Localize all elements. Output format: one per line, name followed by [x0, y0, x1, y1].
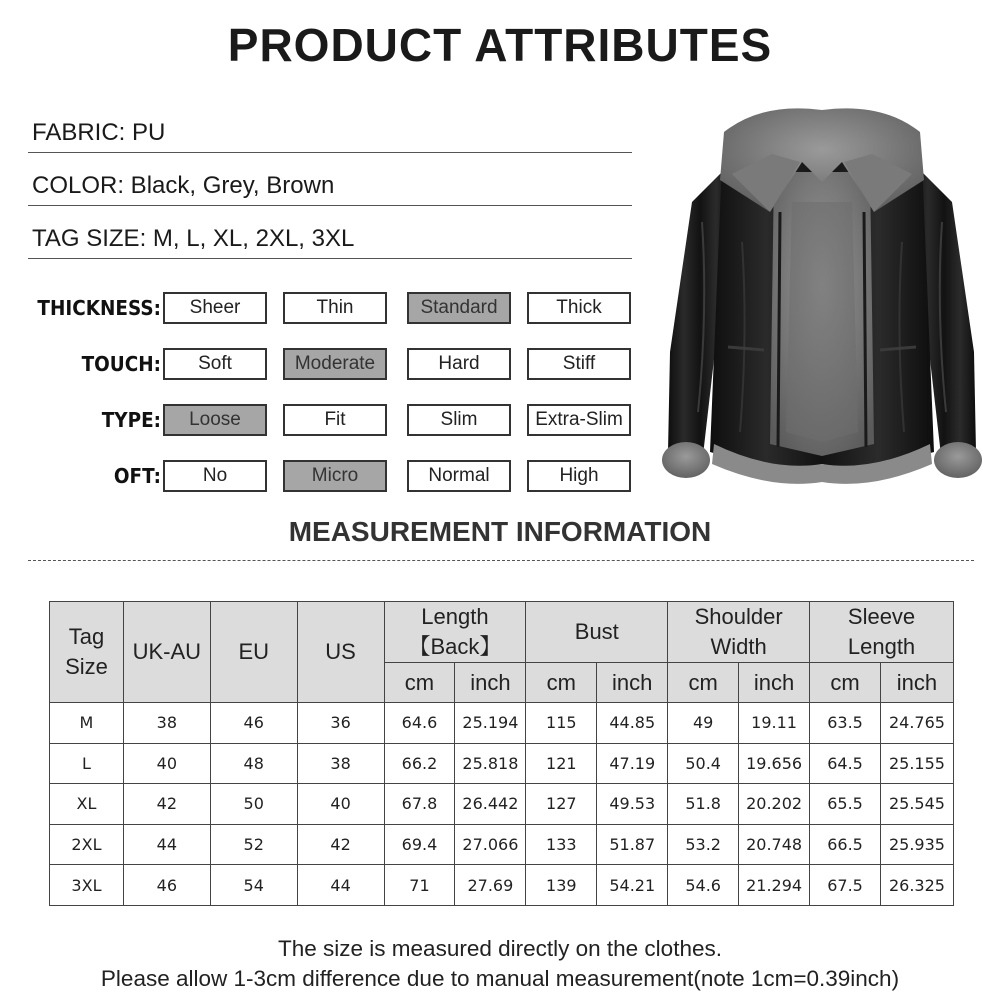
- table-cell: 67.5: [810, 865, 881, 906]
- table-cell: 25.935: [880, 824, 953, 865]
- table-cell: 25.545: [880, 784, 953, 825]
- measurement-note: The size is measured directly on the clothes.: [278, 936, 722, 961]
- table-cell: 25.155: [880, 743, 953, 784]
- table-cell: 26.325: [880, 865, 953, 906]
- header-length-line2: 【Back】: [408, 634, 502, 659]
- table-cell: 49: [668, 703, 739, 744]
- table-cell: 64.5: [810, 743, 881, 784]
- table-cell: 24.765: [880, 703, 953, 744]
- header-bust: Bust: [526, 602, 668, 663]
- tag-size-attribute: TAG SIZE: M, L, XL, 2XL, 3XL: [28, 219, 632, 259]
- rating-option: No: [163, 460, 267, 492]
- table-cell: 121: [526, 743, 597, 784]
- unit-header: inch: [739, 663, 810, 703]
- table-cell: 69.4: [384, 824, 455, 865]
- table-cell: 40: [123, 743, 210, 784]
- table-cell: 66.2: [384, 743, 455, 784]
- table-cell: 27.69: [455, 865, 526, 906]
- rating-row: [20, 292, 640, 324]
- fabric-attribute: FABRIC: PU: [28, 113, 632, 153]
- rating-option: Sheer: [163, 292, 267, 324]
- unit-header: cm: [810, 663, 881, 703]
- table-cell: 127: [526, 784, 597, 825]
- rating-label: OFT:: [113, 464, 161, 488]
- dashed-divider: [28, 560, 974, 561]
- rating-option: Stiff: [527, 348, 631, 380]
- header-shoulder-line1: Shoulder: [694, 604, 783, 629]
- table-cell: 46: [123, 865, 210, 906]
- table-row: [50, 703, 954, 744]
- jacket-product-image: [662, 92, 982, 500]
- header-tag-size-line2: Size: [65, 654, 108, 679]
- table-cell: 46: [210, 703, 297, 744]
- header-uk-au: UK-AU: [123, 602, 210, 703]
- table-row: [50, 824, 954, 865]
- rating-option-selected: Standard: [407, 292, 511, 324]
- header-length-line1: Length: [421, 604, 489, 629]
- header-eu: EU: [210, 602, 297, 703]
- table-cell: XL: [50, 784, 124, 825]
- table-cell: 44: [123, 824, 210, 865]
- header-tag-size-line1: Tag: [68, 624, 105, 649]
- table-cell: 38: [123, 703, 210, 744]
- table-cell: 51.8: [668, 784, 739, 825]
- header-sleeve-line1: Sleeve: [847, 604, 916, 629]
- rating-row: [20, 348, 640, 380]
- table-cell: 51.87: [597, 824, 668, 865]
- table-cell: 19.656: [739, 743, 810, 784]
- table-cell: L: [50, 743, 124, 784]
- table-cell: 25.818: [455, 743, 526, 784]
- page-title: PRODUCT ATTRIBUTES: [227, 19, 773, 71]
- header-sleeve-line2: Length: [847, 634, 916, 659]
- table-cell: 36: [297, 703, 384, 744]
- rating-option-selected: Loose: [163, 404, 267, 436]
- rating-option: Hard: [407, 348, 511, 380]
- rating-label: TOUCH:: [81, 352, 161, 376]
- unit-header: cm: [668, 663, 739, 703]
- table-cell: 54.6: [668, 865, 739, 906]
- unit-header: cm: [526, 663, 597, 703]
- rating-label: TYPE:: [101, 408, 161, 432]
- table-row: [50, 865, 954, 906]
- table-cell: 133: [526, 824, 597, 865]
- unit-header: inch: [455, 663, 526, 703]
- size-chart-table: [49, 601, 954, 906]
- table-cell: 38: [297, 743, 384, 784]
- table-cell: 42: [123, 784, 210, 825]
- table-cell: 20.202: [739, 784, 810, 825]
- rating-option-selected: Micro: [283, 460, 387, 492]
- table-cell: 71: [384, 865, 455, 906]
- table-cell: 27.066: [455, 824, 526, 865]
- rating-row: [20, 460, 640, 492]
- header-tag-size: [50, 602, 124, 703]
- table-cell: 47.19: [597, 743, 668, 784]
- table-cell: 19.11: [739, 703, 810, 744]
- table-cell: 2XL: [50, 824, 124, 865]
- unit-header: inch: [597, 663, 668, 703]
- table-cell: 53.2: [668, 824, 739, 865]
- table-cell: 52: [210, 824, 297, 865]
- table-cell: 139: [526, 865, 597, 906]
- unit-header: cm: [384, 663, 455, 703]
- header-length: [384, 602, 526, 663]
- measurement-tolerance-note: Please allow 1-3cm difference due to manual measurement(note 1cm=0.39inch): [100, 966, 900, 991]
- table-cell: 44.85: [597, 703, 668, 744]
- rating-option: Normal: [407, 460, 511, 492]
- rating-option: High: [527, 460, 631, 492]
- table-cell: 3XL: [50, 865, 124, 906]
- table-cell: 66.5: [810, 824, 881, 865]
- rating-option: Slim: [407, 404, 511, 436]
- table-cell: 65.5: [810, 784, 881, 825]
- color-attribute: COLOR: Black, Grey, Brown: [28, 166, 632, 206]
- table-row: [50, 743, 954, 784]
- table-cell: 54.21: [597, 865, 668, 906]
- rating-option-selected: Moderate: [283, 348, 387, 380]
- table-cell: 44: [297, 865, 384, 906]
- table-cell: 63.5: [810, 703, 881, 744]
- table-cell: 20.748: [739, 824, 810, 865]
- table-cell: 50: [210, 784, 297, 825]
- table-cell: 21.294: [739, 865, 810, 906]
- rating-option: Fit: [283, 404, 387, 436]
- measurement-title: MEASUREMENT INFORMATION: [288, 516, 712, 547]
- table-cell: 42: [297, 824, 384, 865]
- table-cell: 115: [526, 703, 597, 744]
- table-cell: 54: [210, 865, 297, 906]
- header-shoulder-line2: Width: [710, 634, 767, 659]
- rating-option: Extra-Slim: [527, 404, 631, 436]
- rating-option: Thin: [283, 292, 387, 324]
- table-row: [50, 784, 954, 825]
- rating-row: [20, 404, 640, 436]
- table-cell: 48: [210, 743, 297, 784]
- table-cell: 67.8: [384, 784, 455, 825]
- table-cell: 40: [297, 784, 384, 825]
- rating-option: Soft: [163, 348, 267, 380]
- table-cell: 50.4: [668, 743, 739, 784]
- unit-header: inch: [880, 663, 953, 703]
- table-cell: 49.53: [597, 784, 668, 825]
- header-sleeve: [810, 602, 954, 663]
- rating-label: THICKNESS:: [37, 296, 162, 320]
- table-cell: 26.442: [455, 784, 526, 825]
- table-cell: 25.194: [455, 703, 526, 744]
- rating-option: Thick: [527, 292, 631, 324]
- header-shoulder: [668, 602, 810, 663]
- table-cell: M: [50, 703, 124, 744]
- table-cell: 64.6: [384, 703, 455, 744]
- header-us: US: [297, 602, 384, 703]
- size-rows: [50, 703, 954, 906]
